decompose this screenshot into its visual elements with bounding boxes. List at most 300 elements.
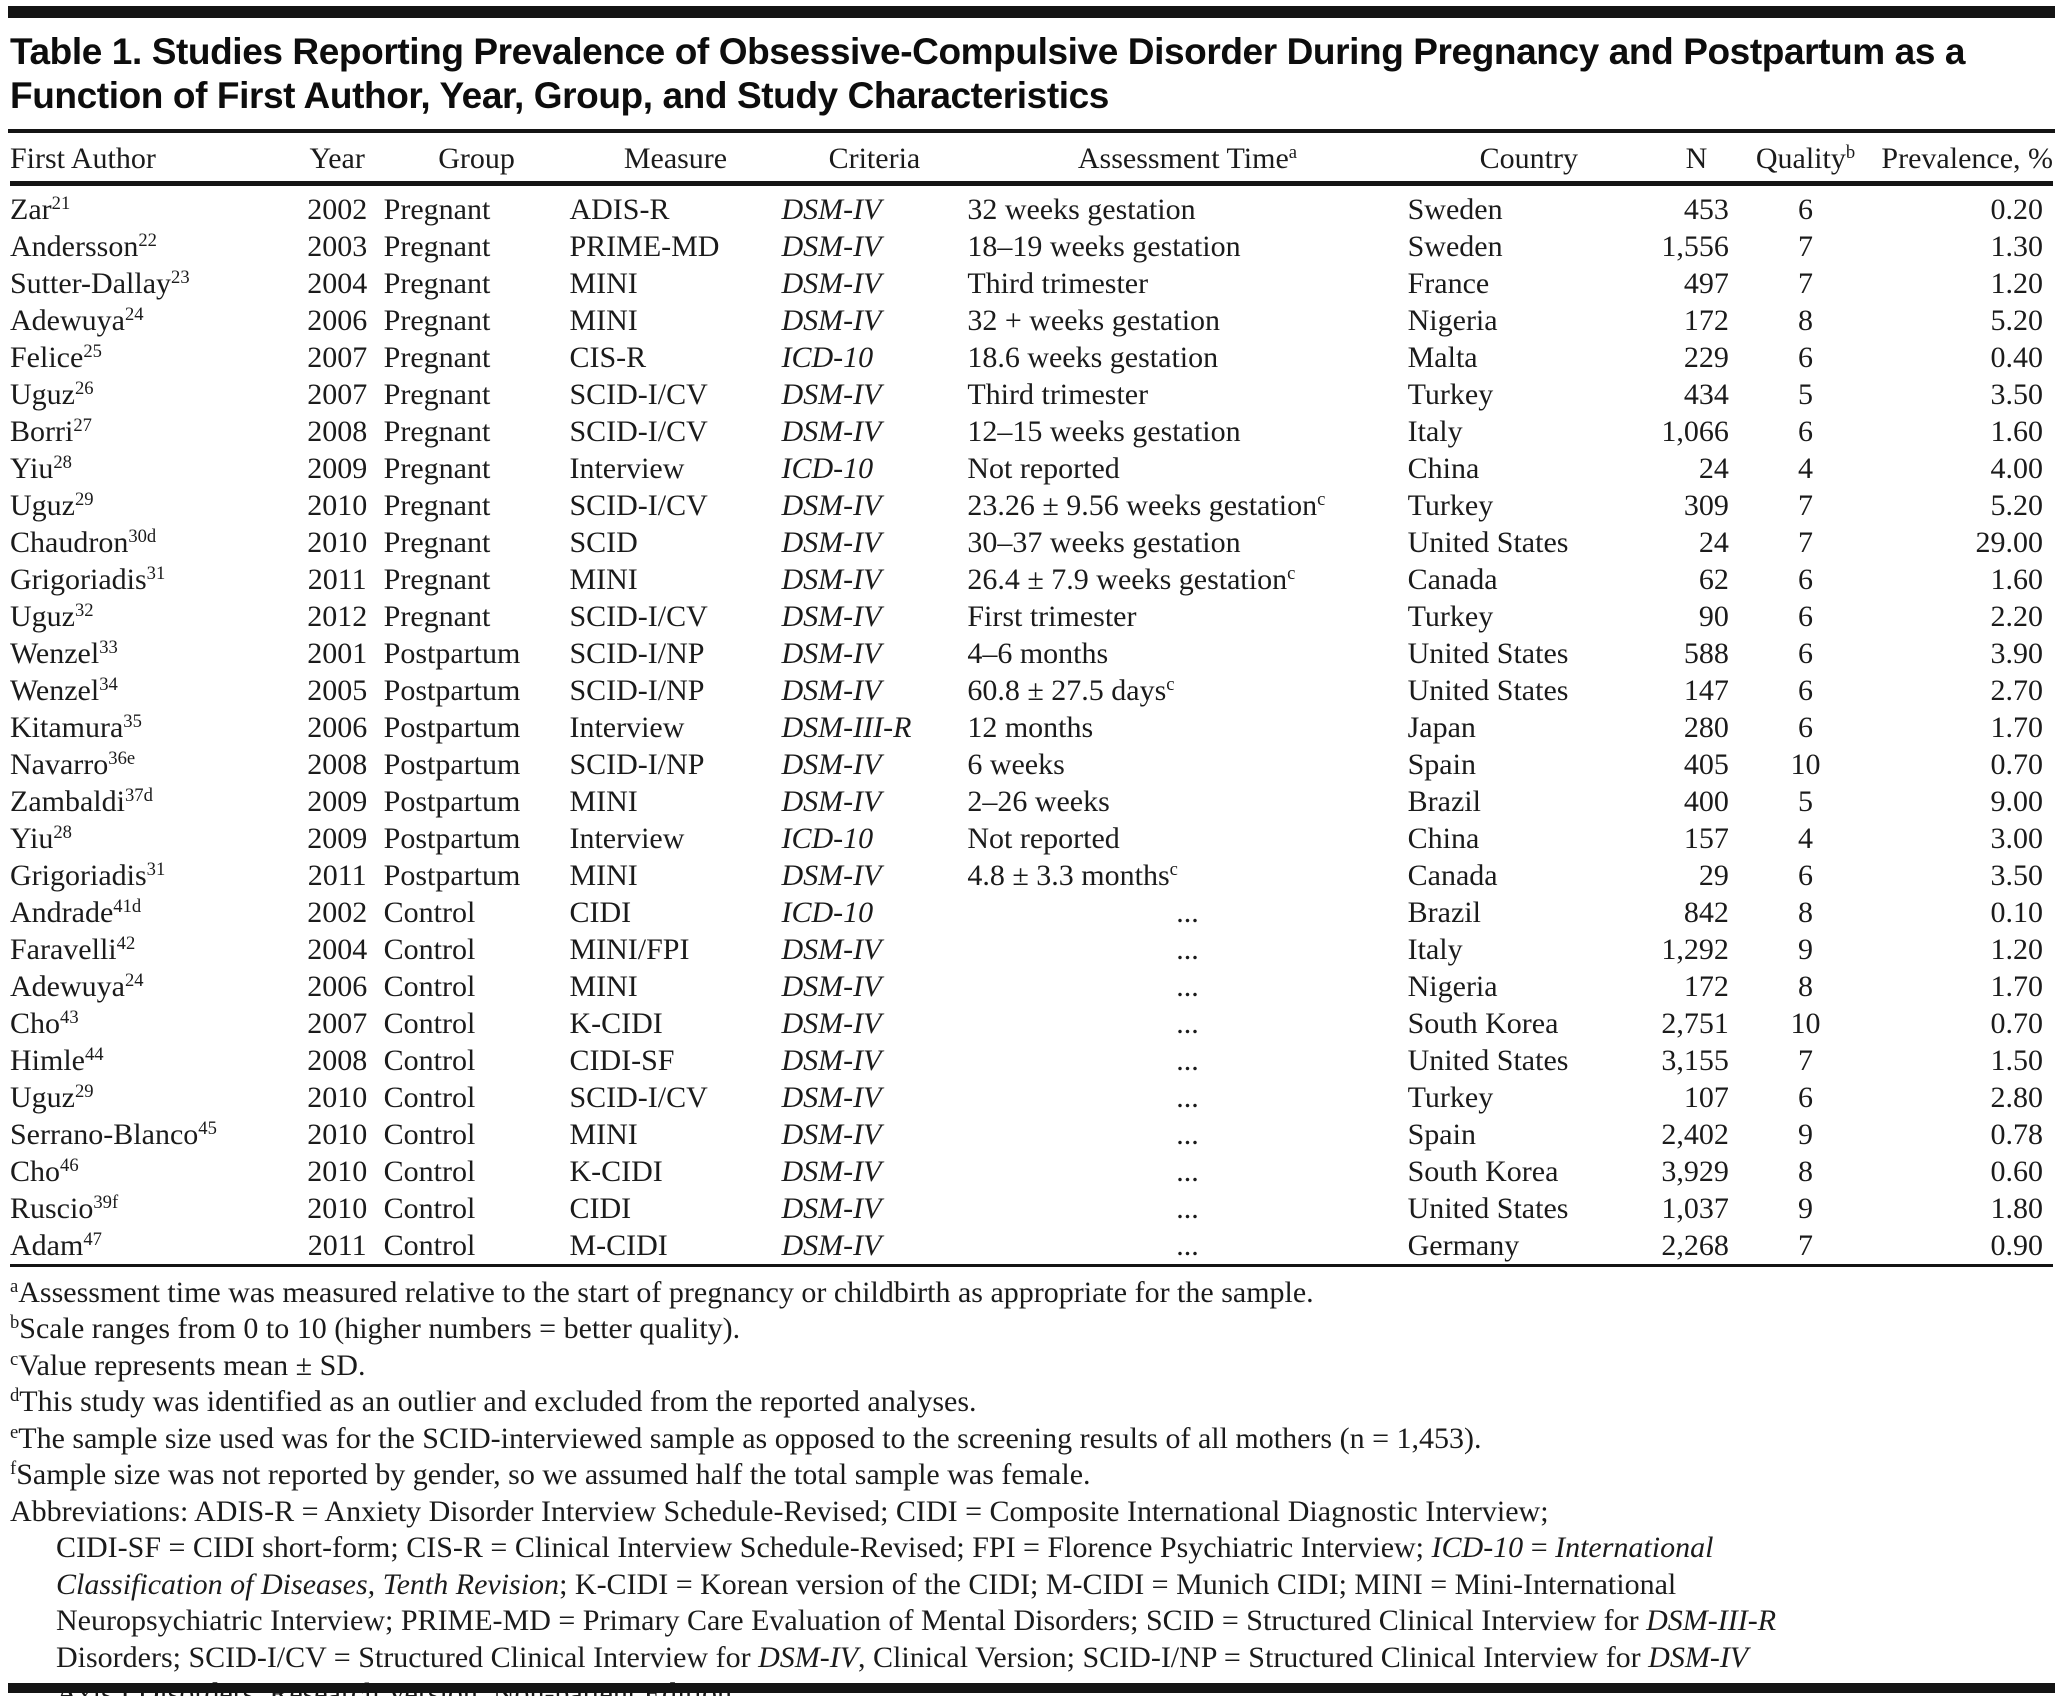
- cell-quality: 6: [1798, 636, 1813, 670]
- cell-criteria: ICD-10: [781, 895, 874, 929]
- cell-group: Control: [383, 932, 476, 966]
- cell-criteria: DSM-IV: [781, 377, 882, 411]
- plain-text: , Clinical Version; SCID-I/NP = Structured Clinical Interview for: [858, 1640, 1649, 1674]
- abbreviations-line: [10, 1640, 2053, 1677]
- cell-country: Nigeria: [1407, 303, 1498, 337]
- footnote-item: $^d$This study was identified as an outlier and excluded from the reported analyses.: [10, 1385, 977, 1419]
- cell-year: 2010: [307, 1117, 368, 1151]
- cell-quality: 6: [1798, 710, 1813, 744]
- superscript-marker: 27: [73, 414, 92, 436]
- cell-measure: SCID-I/CV: [569, 377, 708, 411]
- cell-assessment-time: ...: [1176, 895, 1199, 929]
- table-row: [10, 376, 2053, 413]
- col-header-criteria: Criteria: [782, 133, 968, 184]
- abbreviations-line: [10, 1567, 2053, 1604]
- cell-country: Malta: [1407, 340, 1478, 374]
- cell-n: 1,066: [1661, 414, 1729, 448]
- cell-year: 2001: [307, 636, 368, 670]
- table-row: [10, 183, 2053, 228]
- cell-measure: SCID-I/NP: [569, 673, 705, 707]
- cell-assessment-time: Third trimester: [967, 266, 1149, 300]
- cell-year: 2010: [307, 1191, 368, 1225]
- cell-criteria: DSM-III-R: [781, 710, 912, 744]
- cell-quality: 8: [1798, 1154, 1813, 1188]
- cell-assessment-time: 18–19 weeks gestation: [967, 229, 1241, 263]
- superscript-marker: c: [1169, 858, 1178, 880]
- superscript-marker: 44: [85, 1043, 104, 1065]
- cell-measure: MINI: [569, 266, 638, 300]
- cell-criteria: DSM-IV: [781, 1191, 882, 1225]
- cell-first-author: Himle$^{44}$: [10, 1043, 104, 1077]
- table-row: [10, 1190, 2053, 1227]
- cell-group: Control: [383, 969, 476, 1003]
- cell-group: Pregnant: [383, 562, 491, 596]
- cell-criteria: DSM-IV: [781, 562, 882, 596]
- superscript-marker: 31: [146, 562, 166, 584]
- cell-criteria: DSM-IV: [781, 525, 882, 559]
- cell-quality: 6: [1798, 673, 1813, 707]
- cell-country: Italy: [1407, 932, 1463, 966]
- cell-criteria: DSM-IV: [781, 229, 882, 263]
- cell-prevalence: 1.70: [1990, 710, 2043, 744]
- cell-country: Turkey: [1407, 599, 1494, 633]
- cell-quality: 5: [1798, 784, 1813, 818]
- cell-criteria: DSM-IV: [781, 784, 882, 818]
- cell-country: Turkey: [1407, 377, 1494, 411]
- superscript-marker: d: [10, 1385, 20, 1407]
- cell-first-author: Adewuya$^{24}$: [10, 303, 144, 337]
- cell-prevalence: 0.78: [1990, 1117, 2043, 1151]
- cell-criteria: DSM-IV: [781, 747, 882, 781]
- table-body: [10, 183, 2053, 1265]
- cell-n: 497: [1683, 266, 1729, 300]
- cell-measure: ADIS-R: [569, 192, 670, 226]
- footnote-item: $^c$Value represents mean ± SD.: [10, 1348, 366, 1382]
- col-header-first-author: First Author: [10, 133, 291, 184]
- cell-measure: Interview: [569, 821, 685, 855]
- cell-group: Postpartum: [383, 636, 521, 670]
- cell-assessment-time: Not reported: [967, 451, 1120, 485]
- cell-measure: M-CIDI: [569, 1228, 668, 1262]
- cell-group: Pregnant: [383, 303, 491, 337]
- cell-prevalence: 0.40: [1990, 340, 2043, 374]
- cell-criteria: DSM-IV: [781, 488, 882, 522]
- cell-assessment-time: ...: [1176, 1006, 1199, 1040]
- cell-year: 2002: [307, 895, 368, 929]
- cell-first-author: Yiu$^{28}$: [10, 821, 72, 855]
- cell-country: Brazil: [1407, 895, 1481, 929]
- table-row: [10, 968, 2053, 1005]
- cell-year: 2004: [307, 932, 368, 966]
- cell-group: Control: [383, 895, 476, 929]
- cell-country: Spain: [1407, 747, 1476, 781]
- table-row: [10, 1005, 2053, 1042]
- cell-quality: 6: [1798, 1080, 1813, 1114]
- cell-first-author: Sutter-Dallay$^{23}$: [10, 266, 190, 300]
- cell-measure: SCID-I/CV: [569, 599, 708, 633]
- abbreviations-line: [10, 1530, 2053, 1567]
- cell-quality: 6: [1798, 562, 1813, 596]
- superscript-marker: 29: [74, 1080, 94, 1102]
- cell-measure: SCID-I/CV: [569, 1080, 708, 1114]
- cell-n: 453: [1683, 192, 1729, 226]
- cell-group: Control: [383, 1154, 476, 1188]
- cell-country: South Korea: [1407, 1154, 1559, 1188]
- cell-group: Postpartum: [383, 747, 521, 781]
- cell-first-author: Borri$^{27}$: [10, 414, 92, 448]
- cell-first-author: Adam$^{47}$: [10, 1228, 102, 1262]
- cell-quality: 8: [1798, 969, 1813, 1003]
- cell-quality: 7: [1798, 488, 1813, 522]
- col-header-country: Country: [1408, 133, 1650, 184]
- cell-n: 2,402: [1661, 1117, 1729, 1151]
- cell-group: Pregnant: [383, 599, 491, 633]
- cell-prevalence: 1.30: [1990, 229, 2043, 263]
- italic-text: ICD-10: [1431, 1531, 1524, 1565]
- cell-group: Control: [383, 1006, 476, 1040]
- cell-prevalence: 1.20: [1990, 266, 2043, 300]
- cell-n: 157: [1683, 821, 1729, 855]
- cell-year: 2011: [307, 858, 367, 892]
- cell-first-author: Navarro$^{36e}$: [10, 747, 136, 781]
- superscript-marker: 35: [123, 710, 142, 732]
- cell-group: Control: [383, 1191, 476, 1225]
- cell-year: 2008: [307, 747, 368, 781]
- plain-text: =: [1523, 1531, 1556, 1565]
- cell-quality: 10: [1790, 1006, 1821, 1040]
- cell-group: Pregnant: [383, 525, 491, 559]
- cell-quality: 7: [1798, 229, 1813, 263]
- cell-n: 1,292: [1661, 932, 1729, 966]
- cell-quality: 7: [1798, 1228, 1813, 1262]
- cell-criteria: DSM-IV: [781, 673, 882, 707]
- superscript-marker: 29: [74, 488, 94, 510]
- table-row: [10, 1227, 2053, 1266]
- plain-text: Abbreviations: ADIS-R = Anxiety Disorder Interview Schedule-Revised; CIDI = Composite International Diagnostic Interview;: [10, 1494, 1549, 1528]
- superscript-marker: c: [1317, 488, 1326, 510]
- cell-first-author: Grigoriadis$^{31}$: [10, 562, 166, 596]
- superscript-marker: a: [10, 1275, 19, 1297]
- cell-n: 2,751: [1661, 1006, 1729, 1040]
- superscript-marker: 28: [53, 451, 72, 473]
- cell-n: 1,556: [1661, 229, 1729, 263]
- cell-group: Postpartum: [383, 784, 521, 818]
- cell-first-author: Felice$^{25}$: [10, 340, 102, 374]
- cell-quality: 9: [1798, 1191, 1813, 1225]
- cell-criteria: DSM-IV: [781, 932, 882, 966]
- abbreviations-line: [10, 1494, 2053, 1531]
- cell-group: Postpartum: [383, 673, 521, 707]
- superscript-marker: 23: [171, 266, 190, 288]
- cell-n: 405: [1683, 747, 1729, 781]
- cell-n: 62: [1698, 562, 1729, 596]
- table-row: [10, 1042, 2053, 1079]
- superscript-marker: 34: [99, 673, 118, 695]
- cell-n: 400: [1683, 784, 1729, 818]
- superscript-marker: 41d: [113, 895, 142, 917]
- cell-quality: 7: [1798, 266, 1813, 300]
- cell-quality: 9: [1798, 932, 1813, 966]
- superscript-marker: 22: [138, 229, 157, 251]
- cell-criteria: DSM-IV: [781, 969, 882, 1003]
- superscript-marker: 46: [60, 1154, 79, 1176]
- cell-first-author: Serrano-Blanco$^{45}$: [10, 1117, 217, 1151]
- cell-group: Pregnant: [383, 192, 491, 226]
- cell-prevalence: 1.80: [1990, 1191, 2043, 1225]
- cell-measure: SCID-I/CV: [569, 414, 708, 448]
- superscript-marker: 39f: [93, 1191, 119, 1213]
- table-row: [10, 561, 2053, 598]
- table-row: [10, 820, 2053, 857]
- superscript-marker: 36e: [108, 747, 136, 769]
- footnote-item: $^b$Scale ranges from 0 to 10 (higher numbers = better quality).: [10, 1312, 741, 1346]
- cell-year: 2009: [307, 821, 368, 855]
- cell-country: France: [1407, 266, 1490, 300]
- cell-year: 2008: [307, 1043, 368, 1077]
- cell-measure: MINI: [569, 858, 638, 892]
- abbreviations-section: [10, 1494, 2053, 1696]
- cell-group: Postpartum: [383, 710, 521, 744]
- table-row: [10, 931, 2053, 968]
- table-row: [10, 228, 2053, 265]
- italic-text: International: [1555, 1531, 1714, 1565]
- cell-prevalence: 0.90: [1990, 1228, 2043, 1262]
- cell-year: 2005: [307, 673, 368, 707]
- cell-n: 3,155: [1661, 1043, 1729, 1077]
- cell-prevalence: 2.20: [1990, 599, 2043, 633]
- cell-measure: K-CIDI: [569, 1006, 663, 1040]
- cell-country: Canada: [1407, 562, 1498, 596]
- cell-country: Canada: [1407, 858, 1498, 892]
- cell-n: 1,037: [1661, 1191, 1729, 1225]
- table-row: [10, 598, 2053, 635]
- cell-prevalence: 5.20: [1990, 303, 2043, 337]
- cell-assessment-time: 6 weeks: [967, 747, 1065, 781]
- superscript-marker: 21: [51, 192, 71, 214]
- table-row: [10, 857, 2053, 894]
- cell-assessment-time: 60.8 ± 27.5 days$^c$: [967, 673, 1175, 707]
- cell-group: Control: [383, 1117, 476, 1151]
- plain-text: Disorders; SCID-I/CV = Structured Clinical Interview for: [56, 1640, 759, 1674]
- cell-assessment-time: 12 months: [967, 710, 1094, 744]
- cell-first-author: Adewuya$^{24}$: [10, 969, 144, 1003]
- col-header-assessment-time: Assessment Time$^a$: [967, 133, 1407, 184]
- cell-country: United States: [1407, 1043, 1569, 1077]
- cell-n: 29: [1698, 858, 1729, 892]
- cell-prevalence: 0.70: [1990, 1006, 2043, 1040]
- superscript-marker: 47: [83, 1228, 102, 1250]
- superscript-marker: 37d: [124, 784, 153, 806]
- cell-year: 2010: [307, 1154, 368, 1188]
- cell-criteria: DSM-IV: [781, 1006, 882, 1040]
- cell-assessment-time: 12–15 weeks gestation: [967, 414, 1241, 448]
- cell-measure: SCID: [569, 525, 638, 559]
- cell-assessment-time: 32 weeks gestation: [967, 192, 1196, 226]
- cell-first-author: Kitamura$^{35}$: [10, 710, 142, 744]
- cell-n: 24: [1698, 451, 1729, 485]
- cell-measure: SCID-I/CV: [569, 488, 708, 522]
- cell-criteria: DSM-IV: [781, 1154, 882, 1188]
- table-row: [10, 709, 2053, 746]
- cell-first-author: Uguz$^{26}$: [10, 377, 94, 411]
- cell-criteria: DSM-IV: [781, 1043, 882, 1077]
- cell-criteria: DSM-IV: [781, 266, 882, 300]
- italic-text: DSM-IV: [1648, 1640, 1749, 1674]
- cell-n: 842: [1683, 895, 1729, 929]
- cell-n: 90: [1698, 599, 1729, 633]
- cell-year: 2003: [307, 229, 368, 263]
- cell-country: China: [1407, 451, 1480, 485]
- table-row: [10, 487, 2053, 524]
- cell-prevalence: 9.00: [1990, 784, 2043, 818]
- footnotes-section: [10, 1275, 2053, 1494]
- cell-measure: MINI: [569, 303, 638, 337]
- cell-country: Japan: [1407, 710, 1476, 744]
- cell-first-author: Cho$^{43}$: [10, 1006, 79, 1040]
- cell-country: United States: [1407, 673, 1569, 707]
- table-row: [10, 672, 2053, 709]
- cell-assessment-time: 26.4 ± 7.9 weeks gestation$^c$: [967, 562, 1296, 596]
- cell-criteria: DSM-IV: [781, 599, 882, 633]
- cell-first-author: Andersson$^{22}$: [10, 229, 157, 263]
- superscript-marker: 32: [74, 599, 94, 621]
- bottom-rule-bar: [8, 1683, 2055, 1693]
- table-row: [10, 450, 2053, 487]
- cell-country: Germany: [1407, 1228, 1520, 1262]
- superscript-marker: 28: [53, 821, 72, 843]
- cell-measure: SCID-I/NP: [569, 636, 705, 670]
- cell-year: 2010: [307, 1080, 368, 1114]
- col-header-prevalence: Prevalence, %: [1868, 133, 2053, 184]
- cell-assessment-time: ...: [1176, 1080, 1199, 1114]
- cell-year: 2009: [307, 784, 368, 818]
- cell-group: Postpartum: [383, 858, 521, 892]
- cell-assessment-time: ...: [1176, 1154, 1199, 1188]
- cell-assessment-time: ...: [1176, 1043, 1199, 1077]
- cell-prevalence: 3.00: [1990, 821, 2043, 855]
- cell-measure: CIS-R: [569, 340, 647, 374]
- cell-criteria: DSM-IV: [781, 858, 882, 892]
- cell-n: 147: [1683, 673, 1729, 707]
- superscript-marker: b: [10, 1312, 20, 1334]
- superscript-marker: c: [1166, 673, 1175, 695]
- top-rule-bar: [8, 6, 2055, 18]
- table-row: [10, 1116, 2053, 1153]
- superscript-marker: e: [10, 1421, 19, 1443]
- cell-assessment-time: 4–6 months: [967, 636, 1109, 670]
- footnote-item: $^e$The sample size used was for the SCID-interviewed sample as opposed to the screening results of all mothers (n = 1,453).: [10, 1421, 1482, 1455]
- cell-country: United States: [1407, 636, 1569, 670]
- cell-measure: MINI: [569, 1117, 638, 1151]
- plain-text: ; K-CIDI = Korean version of the CIDI; M-CIDI = Munich CIDI; MINI = Mini-International: [559, 1567, 1677, 1601]
- cell-measure: K-CIDI: [569, 1154, 663, 1188]
- cell-quality: 7: [1798, 1043, 1813, 1077]
- cell-group: Pregnant: [383, 451, 491, 485]
- cell-prevalence: 3.50: [1990, 377, 2043, 411]
- italic-text: DSM-III-R: [1646, 1604, 1777, 1638]
- cell-quality: 6: [1798, 414, 1813, 448]
- cell-assessment-time: ...: [1176, 1228, 1199, 1262]
- cell-year: 2006: [307, 710, 368, 744]
- cell-prevalence: 0.70: [1990, 747, 2043, 781]
- superscript-marker: 30d: [128, 525, 157, 547]
- table-row: [10, 746, 2053, 783]
- cell-criteria: ICD-10: [781, 821, 874, 855]
- cell-quality: 4: [1798, 451, 1813, 485]
- table-title: Table 1. Studies Reporting Prevalence of Obsessive-Compulsive Disorder During Pregnancy and Postpartum as a Function of First Author, Year, Group, and Study Characteristics: [10, 31, 1966, 117]
- plain-text: CIDI-SF = CIDI short-form; CIS-R = Clinical Interview Schedule-Revised; FPI = Florence Psychiatric Interview;: [56, 1531, 1432, 1565]
- table-row: [10, 894, 2053, 931]
- cell-quality: 8: [1798, 895, 1813, 929]
- cell-quality: 9: [1798, 1117, 1813, 1151]
- footnote-item: $^a$Assessment time was measured relative to the start of pregnancy or childbirth as appropriate for the sample.: [10, 1275, 1314, 1309]
- cell-country: Italy: [1407, 414, 1463, 448]
- col-header-group: Group: [384, 133, 570, 184]
- cell-assessment-time: First trimester: [967, 599, 1137, 633]
- cell-group: Control: [383, 1228, 476, 1262]
- cell-group: Pregnant: [383, 488, 491, 522]
- cell-n: 172: [1683, 303, 1729, 337]
- cell-prevalence: 0.60: [1990, 1154, 2043, 1188]
- cell-first-author: Faravelli$^{42}$: [10, 932, 136, 966]
- cell-year: 2011: [307, 562, 367, 596]
- cell-year: 2004: [307, 266, 368, 300]
- superscript-marker: c: [1287, 562, 1296, 584]
- cell-country: Sweden: [1407, 229, 1503, 263]
- cell-first-author: Uguz$^{32}$: [10, 599, 94, 633]
- cell-group: Control: [383, 1043, 476, 1077]
- cell-group: Pregnant: [383, 377, 491, 411]
- cell-measure: CIDI: [569, 1191, 632, 1225]
- cell-group: Pregnant: [383, 340, 491, 374]
- cell-measure: MINI: [569, 784, 638, 818]
- cell-measure: MINI: [569, 969, 638, 1003]
- cell-year: 2009: [307, 451, 368, 485]
- cell-quality: 6: [1798, 340, 1813, 374]
- superscript-marker: c: [10, 1348, 19, 1370]
- cell-country: United States: [1407, 525, 1569, 559]
- cell-year: 2012: [307, 599, 368, 633]
- cell-country: Turkey: [1407, 488, 1494, 522]
- cell-assessment-time: 18.6 weeks gestation: [967, 340, 1219, 374]
- cell-measure: Interview: [569, 710, 685, 744]
- cell-n: 107: [1683, 1080, 1729, 1114]
- table-row: [10, 783, 2053, 820]
- cell-assessment-time: Not reported: [967, 821, 1120, 855]
- cell-first-author: Uguz$^{29}$: [10, 488, 94, 522]
- cell-quality: 6: [1798, 858, 1813, 892]
- superscript-marker: a: [1288, 141, 1298, 163]
- cell-criteria: DSM-IV: [781, 303, 882, 337]
- cell-n: 588: [1683, 636, 1729, 670]
- cell-country: Nigeria: [1407, 969, 1498, 1003]
- cell-criteria: DSM-IV: [781, 414, 882, 448]
- cell-measure: MINI/FPI: [569, 932, 690, 966]
- cell-criteria: DSM-IV: [781, 1117, 882, 1151]
- table-row: [10, 302, 2053, 339]
- cell-assessment-time: ...: [1176, 932, 1199, 966]
- cell-assessment-time: 30–37 weeks gestation: [967, 525, 1241, 559]
- superscript-marker: 42: [116, 932, 136, 954]
- studies-table: [10, 133, 2053, 1267]
- superscript-marker: 31: [146, 858, 166, 880]
- cell-criteria: DSM-IV: [781, 636, 882, 670]
- col-header-year: Year: [291, 133, 384, 184]
- cell-prevalence: 1.50: [1990, 1043, 2043, 1077]
- cell-assessment-time: Third trimester: [967, 377, 1149, 411]
- cell-prevalence: 2.80: [1990, 1080, 2043, 1114]
- col-header-n: N: [1650, 133, 1743, 184]
